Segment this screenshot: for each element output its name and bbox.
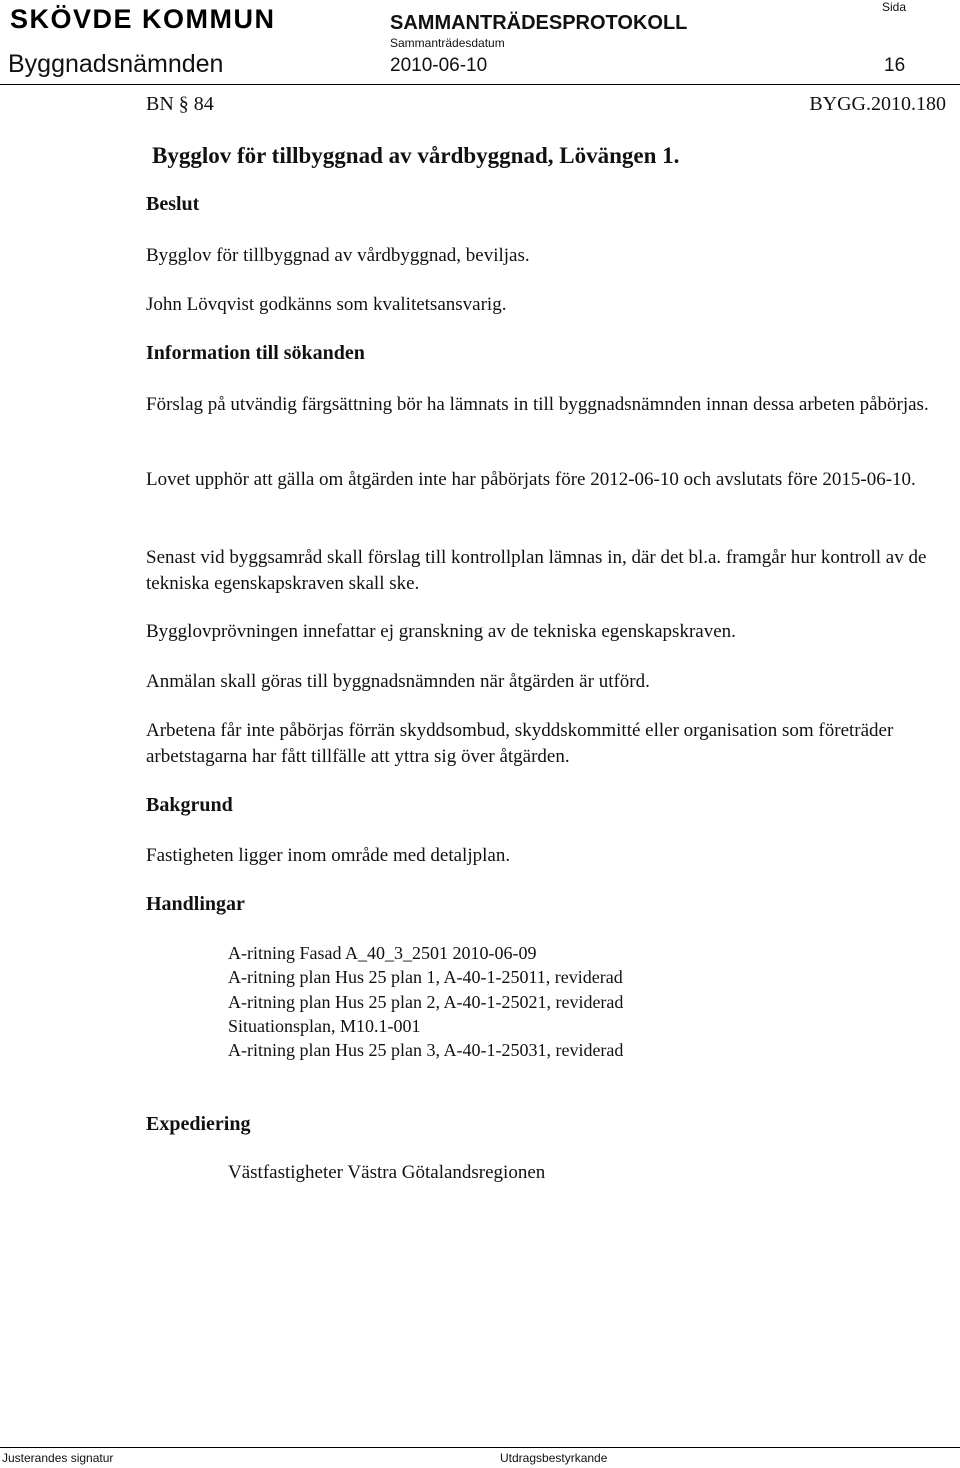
page-label: Sida — [882, 0, 907, 14]
organization-logo: SKÖVDE KOMMUN — [10, 4, 276, 34]
documents-list — [228, 941, 623, 1062]
decision-paragraph: John Lövqvist godkänns som kvalitetsansvarig. — [146, 294, 507, 315]
paragraph-reference: BN § 84 — [146, 93, 214, 115]
distribution-recipients: Västfastigheter Västra Götalandsregionen — [228, 1162, 546, 1183]
header-divider — [0, 84, 960, 85]
meeting-date-label: Sammanträdesdatum — [390, 36, 505, 50]
documents-heading: Handlingar — [146, 893, 245, 915]
decision-heading: Beslut — [146, 193, 200, 215]
page-number: 16 — [884, 55, 906, 76]
document-type: SAMMANTRÄDESPROTOKOLL — [390, 12, 688, 34]
list-item: A-ritning plan Hus 25 plan 2, A-40-1-25021, reviderad — [228, 991, 624, 1012]
information-paragraph: Bygglovprövningen innefattar ej granskning av de tekniska egenskapskraven. — [146, 621, 736, 642]
signature-label: Justerandes signatur — [2, 1451, 114, 1465]
information-paragraph: Anmälan skall göras till byggnadsnämnden när åtgärden är utförd. — [146, 671, 650, 692]
decision-paragraph: Bygglov för tillbyggnad av vårdbyggnad, beviljas. — [146, 245, 530, 266]
information-heading: Information till sökanden — [146, 342, 365, 364]
background-paragraph: Fastigheten ligger inom område med detaljplan. — [146, 845, 511, 866]
information-paragraph: Förslag på utvändig färgsättning bör ha lämnats in till byggnadsnämnden innan dessa arbeten påbörjas. — [146, 394, 929, 415]
information-paragraph: Lovet upphör att gälla om åtgärden inte har påbörjats före 2012-06-10 och avslutats före 2015-06-10. — [146, 469, 916, 490]
extract-label: Utdragsbestyrkande — [500, 1451, 608, 1465]
footer-divider — [0, 1447, 960, 1448]
list-item: A-ritning plan Hus 25 plan 3, A-40-1-25031, reviderad — [228, 1040, 624, 1061]
distribution-heading: Expediering — [146, 1113, 251, 1135]
background-heading: Bakgrund — [146, 794, 233, 816]
committee-name: Byggnadsnämnden — [8, 50, 224, 78]
meeting-date: 2010-06-10 — [390, 55, 488, 76]
list-item: Situationsplan, M10.1-001 — [228, 1015, 421, 1036]
list-item: A-ritning plan Hus 25 plan 1, A-40-1-25011, reviderad — [228, 967, 623, 988]
list-item: A-ritning Fasad A_40_3_2501 2010-06-09 — [228, 943, 537, 963]
information-paragraph: Arbetena får inte påbörjas förrän skyddsombud, skyddskommitté eller organisation som företräder arbetstagarna har fått tillfälle att yttra sig över åtgärden. — [146, 720, 894, 767]
case-number: BYGG.2010.180 — [809, 93, 946, 115]
case-title: Bygglov för tillbyggnad av vårdbyggnad, Lövängen 1. — [152, 143, 680, 168]
information-paragraph: Senast vid byggsamråd skall förslag till kontrollplan lämnas in, där det bl.a. framgår hur kontroll av de tekniska egenskapskraven skall ske. — [146, 547, 927, 594]
